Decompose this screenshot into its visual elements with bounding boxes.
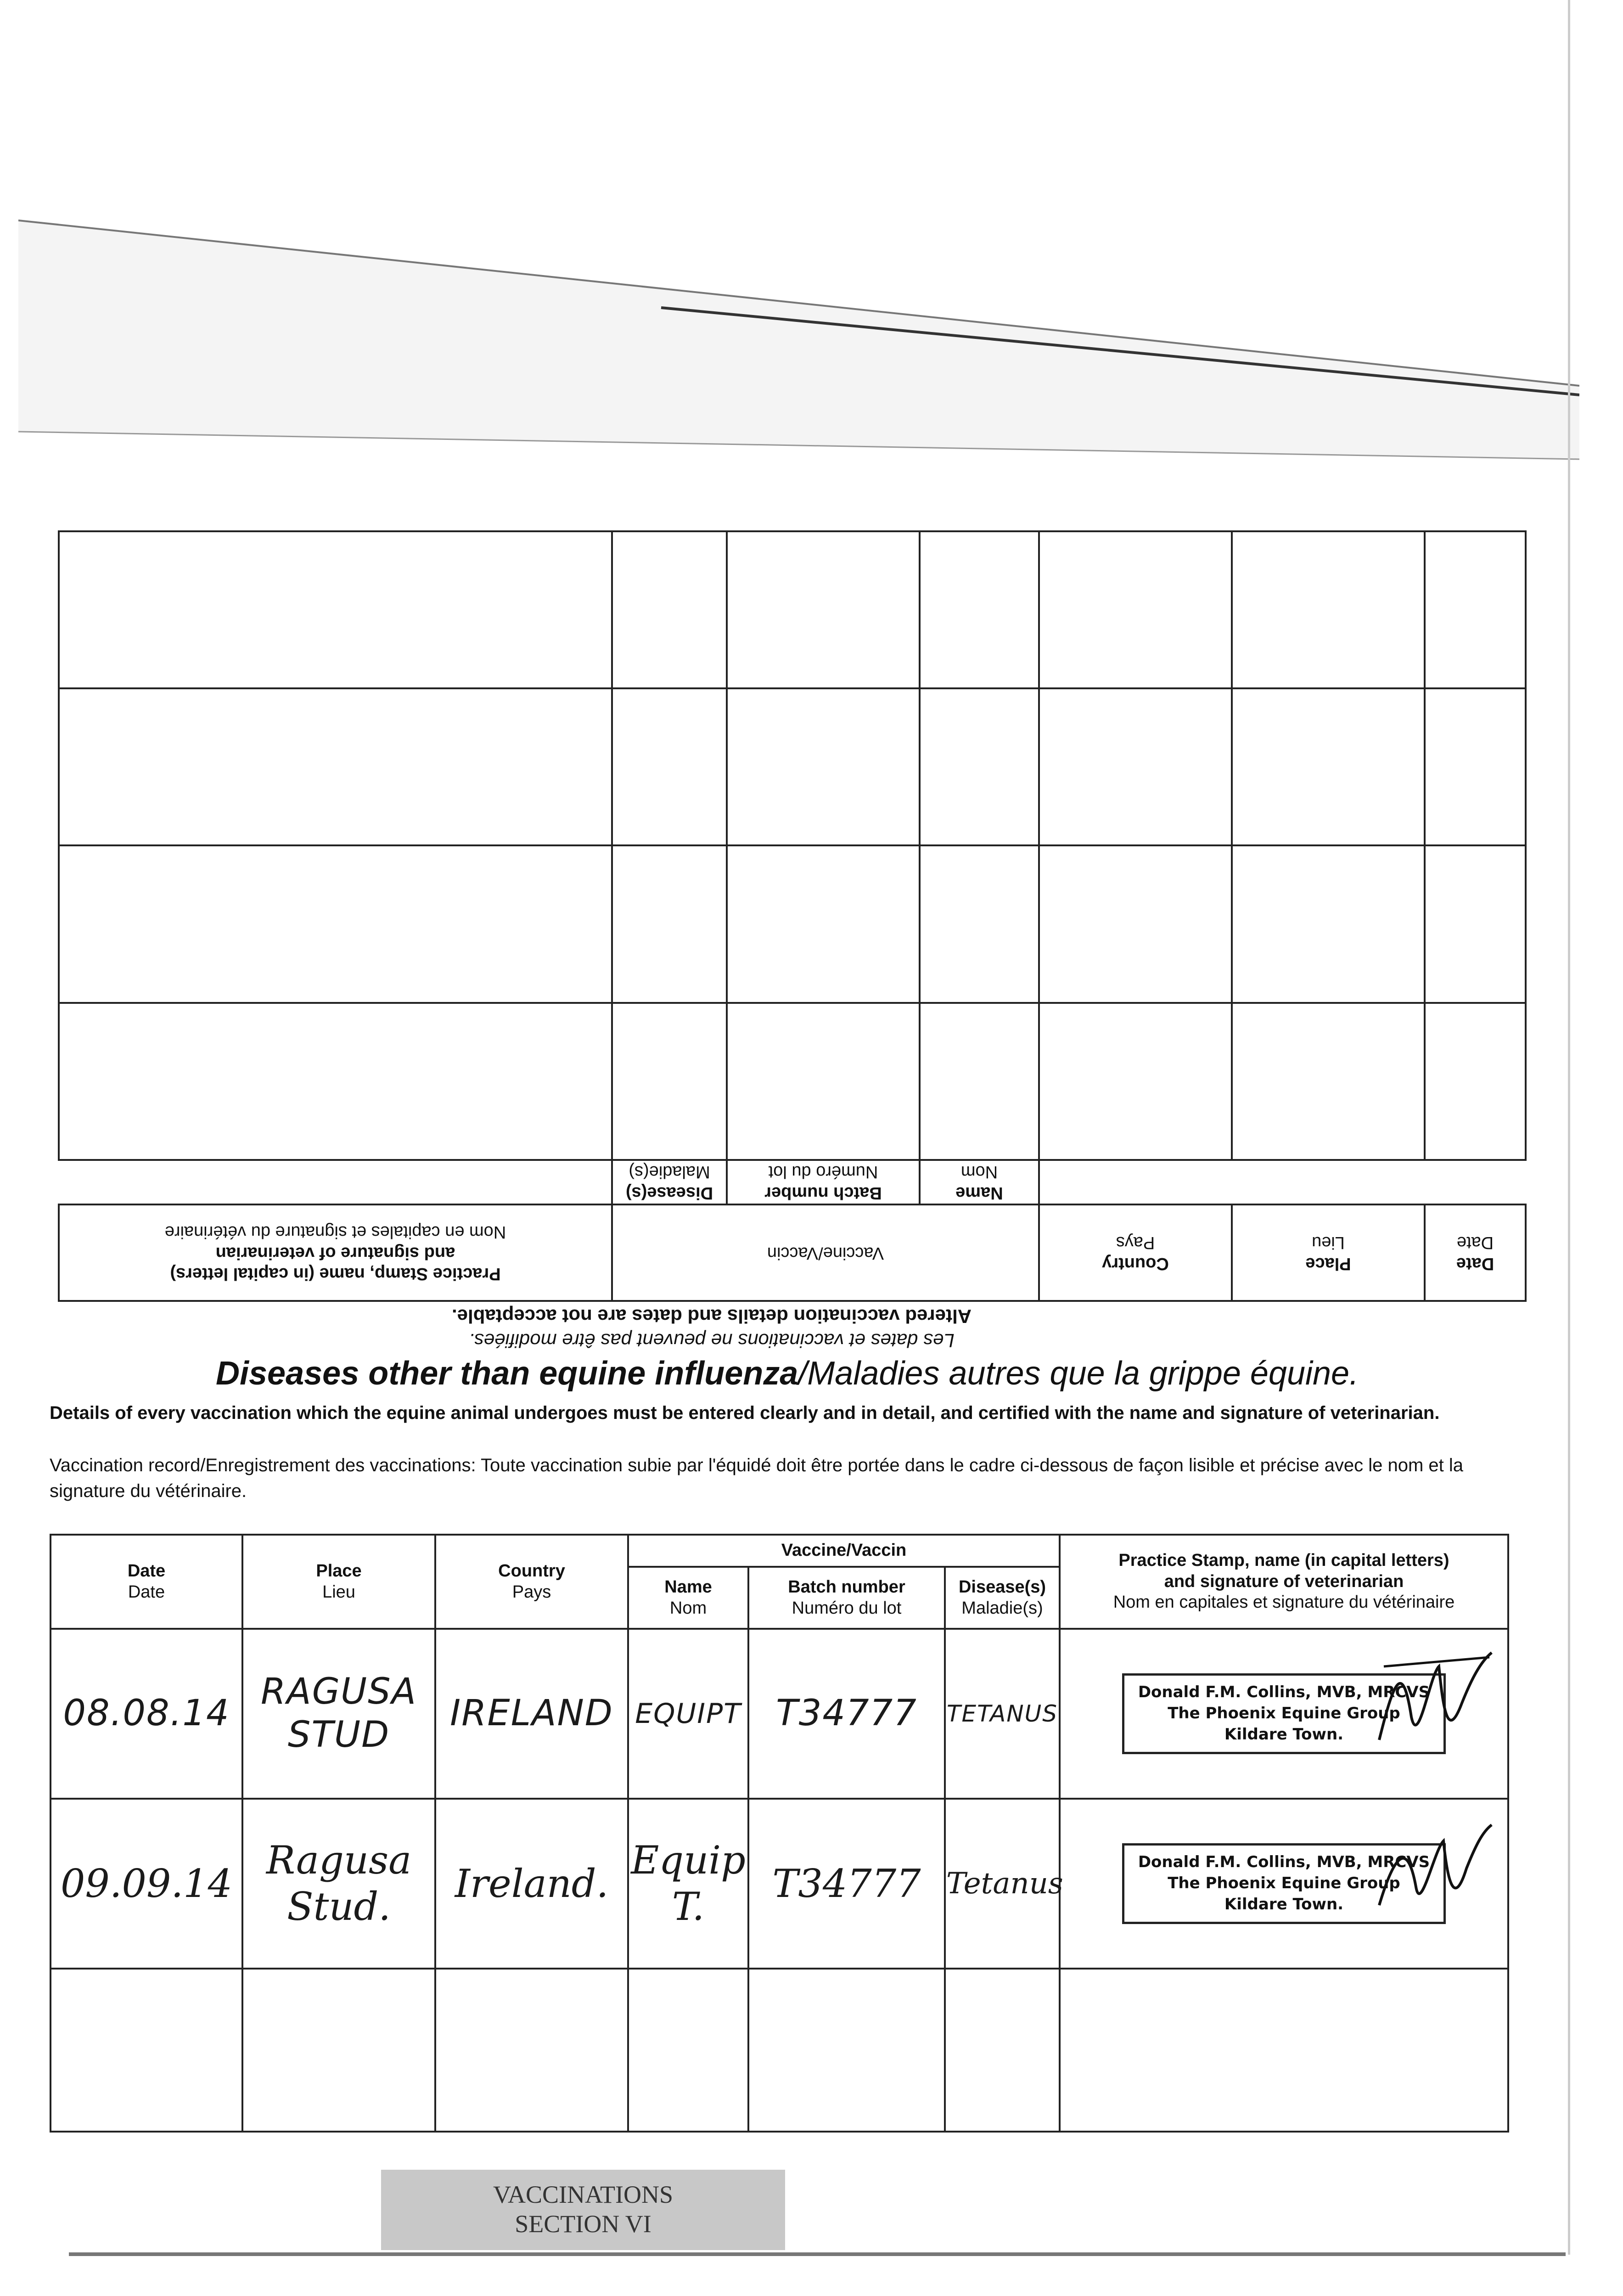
instructions-fr: Vaccination record/Enregistrement des vaccinations: Toute vaccination subie par l'équidé doit être portée dans le cadre ci-dessous de façon lisible et précise avec le nom et la signature du vétérinaire. — [50, 1455, 1464, 1501]
section-heading — [216, 1355, 1410, 1392]
row2-stamp-cell — [1060, 1799, 1508, 1969]
upper-header-batch: Batch number Numéro du lot — [727, 1160, 920, 1204]
row2-disease: Tetanus — [945, 1799, 1060, 1969]
header-stamp: Practice Stamp, name (in capital letters) and signature of veterinarian Nom en capitales et signature du vétérinaire — [1060, 1535, 1508, 1629]
row2-place: Ragusa Stud. — [242, 1799, 435, 1969]
table-row — [59, 1003, 1526, 1160]
signature-mark — [1375, 1818, 1494, 1924]
upper-header-place: Place Lieu — [1232, 1204, 1425, 1301]
header-date: Date Date — [51, 1535, 242, 1629]
row1-country: IRELAND — [435, 1629, 628, 1799]
header-disease: Disease(s) Maladie(s) — [945, 1567, 1060, 1629]
upper-header-date: Date Date — [1425, 1204, 1526, 1301]
vet-stamp: Donald F.M. Collins, MVB, MRCVS The Phoenix Equine Group Kildare Town. — [1122, 1843, 1446, 1924]
row1-disease: TETANUS — [945, 1629, 1060, 1799]
instructions-en: Details of every vaccination which the equine animal undergoes must be entered clearly and in detail, and certified with the name and signature of veterinarian. — [50, 1403, 1440, 1423]
heading-en: Diseases other than equine influenza — [216, 1355, 798, 1392]
row1-place: RAGUSA STUD — [242, 1629, 435, 1799]
upper-header-name: Name Nom — [920, 1160, 1039, 1204]
table-row — [59, 845, 1526, 1002]
upper-header-vaccine: Vaccine/Vaccin — [612, 1204, 1039, 1301]
row1-date: 08.08.14 — [51, 1629, 242, 1799]
upper-notice-fr: Les dates et vaccinations ne peuvent pas être modifiées. — [469, 1330, 955, 1351]
page-fold-shadow — [18, 211, 1579, 464]
upper-header-disease: Disease(s) Maladie(s) — [612, 1160, 727, 1204]
header-vaccine: Vaccine/Vaccin — [628, 1535, 1060, 1567]
upper-notice-en: Altered vaccination details and dates are not acceptable. — [451, 1306, 972, 1328]
section-footer — [381, 2170, 785, 2250]
vet-stamp: Donald F.M. Collins, MVB, MRCVS The Phoenix Equine Group Kildare Town. — [1122, 1673, 1446, 1754]
page-bottom-edge — [69, 2252, 1566, 2256]
row1-batch: T34777 — [748, 1629, 945, 1799]
header-country: Country Pays — [435, 1535, 628, 1629]
row2-country: Ireland. — [435, 1799, 628, 1969]
row2-name: Equip T. — [628, 1799, 748, 1969]
vaccination-table — [50, 1534, 1507, 2131]
table-row — [51, 1969, 1508, 2132]
table-row — [59, 688, 1526, 845]
row2-date: 09.09.14 — [51, 1799, 242, 1969]
table-row — [51, 1629, 1508, 1799]
signature-mark — [1375, 1648, 1494, 1754]
table-row — [51, 1799, 1508, 1969]
footer-line2: SECTION VI — [515, 2210, 651, 2238]
table-row — [59, 531, 1526, 688]
page-edge-line — [1568, 0, 1570, 2255]
heading-fr: /Maladies autres que la grippe équine. — [798, 1355, 1359, 1392]
upper-header-stamp: Practice Stamp, name (in capital letters) and signature of veterinarian Nom en capitales et signature du vétérinaire — [59, 1204, 612, 1301]
header-place: Place Lieu — [242, 1535, 435, 1629]
row1-stamp-cell — [1060, 1629, 1508, 1799]
footer-line1: VACCINATIONS — [493, 2181, 674, 2208]
upper-vaccination-table — [60, 530, 1527, 1302]
upper-notice — [321, 1304, 1102, 1352]
row2-batch: T34777 — [748, 1799, 945, 1969]
row1-name: EQUIPT — [628, 1629, 748, 1799]
header-name: Name Nom — [628, 1567, 748, 1629]
upper-header-country: Country Pays — [1039, 1204, 1232, 1301]
header-batch: Batch number Numéro du lot — [748, 1567, 945, 1629]
